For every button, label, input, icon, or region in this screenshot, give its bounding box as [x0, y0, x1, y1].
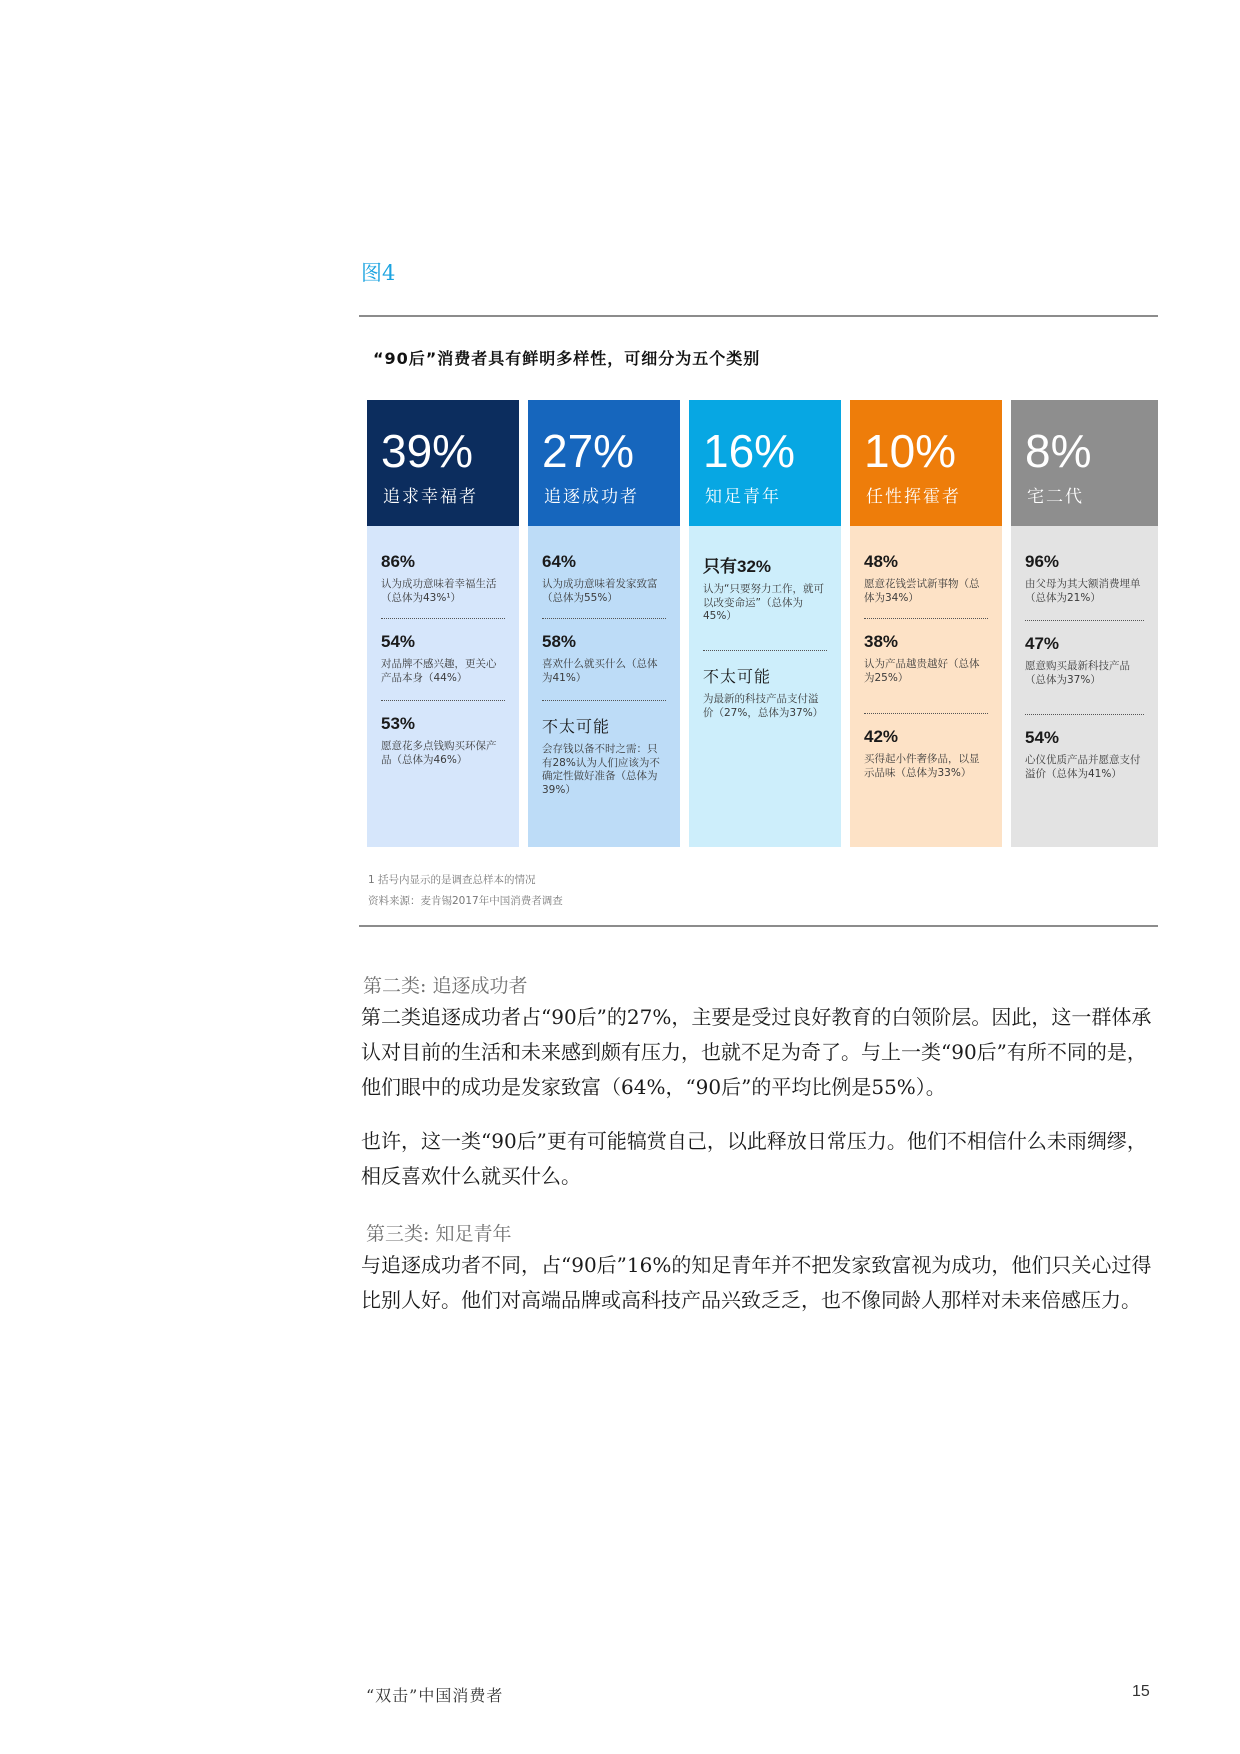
segment-percentage: 16% [703, 425, 796, 477]
dotted-separator [381, 618, 505, 619]
stat-value: 96% [1025, 552, 1060, 571]
body-paragraph: 也许，这一类“90后”更有可能犒赏自己，以此释放日常压力。他们不相信什么未雨绸缪，相反喜欢什么就买什么。 [361, 1129, 1147, 1188]
stat-value: 不太可能 [703, 667, 772, 686]
segment-body [689, 526, 841, 847]
segment-stat [542, 632, 666, 685]
footer-title: “双击”中国消费者 [366, 1686, 504, 1705]
segment-name: 任性挥霍者 [866, 487, 961, 507]
dotted-separator [1025, 714, 1144, 715]
segment-column-1 [367, 400, 519, 847]
body-paragraph: 与追逐成功者不同，占“90后”16%的知足青年并不把发家致富视为成功，他们只关心过得比别人好。他们对高端品牌或高科技产品兴致乏乏，也不像同龄人那样对未来倍感压力。 [361, 1253, 1152, 1312]
dotted-separator [864, 618, 988, 619]
stat-value: 86% [381, 552, 416, 571]
stat-value: 42% [864, 727, 899, 746]
segment-name: 知足青年 [705, 487, 781, 507]
stat-description: 愿意花多点钱购买环保产品（总体为46%） [381, 740, 497, 766]
segment-stat [381, 552, 505, 605]
stat-value: 58% [542, 632, 577, 651]
stat-description: 为最新的科技产品支付溢价（27%，总体为37%） [703, 693, 824, 719]
segment-stat [542, 714, 666, 797]
segment-stat [864, 727, 988, 780]
stat-description: 认为“只要努力工作，就可以改变命运”（总体为45%） [703, 583, 824, 622]
body-paragraph: 第二类追逐成功者占“90后”的27%，主要是受过良好教育的白领阶层。因此，这一群体承认对目前的生活和未来感到颇有压力，也就不足为奇了。与上一类“90后”有所不同的是，他们眼中的成功是发家致富（64%，“90后”的平均比例是55%）。 [361, 1005, 1152, 1099]
stat-description: 认为产品越贵越好（总体为25%） [864, 658, 980, 684]
figure-footnotes [368, 872, 563, 914]
stat-value: 47% [1025, 634, 1060, 653]
segment-percentage: 10% [864, 425, 957, 477]
dotted-separator [381, 700, 505, 701]
stat-description: 由父母为其大额消费埋单（总体为21%） [1025, 578, 1141, 604]
source-note: 资料来源：麦肯锡2017年中国消费者调查 [368, 895, 563, 907]
segment-header [367, 400, 519, 526]
segment-header [689, 400, 841, 526]
segment-stat [1025, 634, 1144, 687]
figure-bottom-rule [359, 925, 1158, 927]
segment-stat [381, 632, 505, 685]
stat-description: 会存钱以备不时之需：只有28%认为人们应该为不确定性做好准备（总体为39%） [542, 743, 660, 796]
segment-column-2 [528, 400, 680, 847]
segment-header [850, 400, 1002, 526]
segment-body [528, 526, 680, 847]
segment-name: 宅二代 [1027, 487, 1084, 507]
stat-value: 38% [864, 632, 899, 651]
segment-percentage: 27% [542, 425, 635, 477]
dotted-separator [703, 650, 827, 651]
page-number: 15 [1132, 1683, 1150, 1700]
segment-stat [381, 714, 505, 767]
stat-value: 48% [864, 552, 899, 571]
stat-description: 心仪优质产品并愿意支付溢价（总体为41%） [1025, 754, 1141, 780]
segment-stat [703, 552, 827, 624]
dotted-separator [864, 713, 988, 714]
stat-value: 54% [1025, 728, 1060, 747]
figure-label: 图4 [361, 261, 396, 285]
segment-name: 追求幸福者 [383, 487, 478, 507]
segment-stat [864, 632, 988, 685]
stat-description: 愿意花钱尝试新事物（总体为34%） [864, 578, 980, 604]
section-heading: 第三类: 知足青年 [366, 1223, 512, 1245]
stat-description: 认为成功意味着幸福生活（总体为43%¹） [381, 578, 497, 604]
stat-description: 买得起小件奢侈品，以显示品味（总体为33%） [864, 753, 980, 779]
segment-body [367, 526, 519, 847]
segment-body [850, 526, 1002, 847]
segment-percentage: 8% [1025, 425, 1092, 477]
stat-value: 53% [381, 714, 416, 733]
segment-stat [1025, 552, 1144, 605]
segment-column-5 [1011, 400, 1158, 847]
segment-column-4 [850, 400, 1002, 847]
stat-description: 愿意购买最新科技产品（总体为37%） [1025, 660, 1130, 686]
dotted-separator [542, 700, 666, 701]
segment-header [1011, 400, 1158, 526]
segment-body [1011, 526, 1158, 847]
segment-column-3 [689, 400, 841, 847]
stat-description: 喜欢什么就买什么（总体为41%） [542, 658, 658, 684]
footnote: 1 括号内显示的是调查总样本的情况 [368, 874, 536, 886]
stat-value: 只有32% [703, 557, 772, 576]
stat-description: 对品牌不感兴趣，更关心产品本身（44%） [381, 658, 497, 684]
segment-stat [542, 552, 666, 605]
segment-header [528, 400, 680, 526]
stat-value: 54% [381, 632, 416, 651]
dotted-separator [1025, 620, 1144, 621]
segment-percentage: 39% [381, 425, 474, 477]
segment-stat [703, 664, 827, 720]
figure-title: “90后”消费者具有鲜明多样性，可细分为五个类别 [373, 349, 761, 368]
stat-description: 认为成功意味着发家致富（总体为55%） [542, 578, 658, 604]
segment-stat [864, 552, 988, 605]
figure-top-rule [359, 315, 1158, 317]
segment-name: 追逐成功者 [544, 487, 639, 507]
dotted-separator [542, 618, 666, 619]
section-heading: 第二类: 追逐成功者 [363, 975, 528, 997]
stat-value: 不太可能 [542, 717, 611, 736]
stat-value: 64% [542, 552, 577, 571]
segment-stat [1025, 728, 1144, 781]
